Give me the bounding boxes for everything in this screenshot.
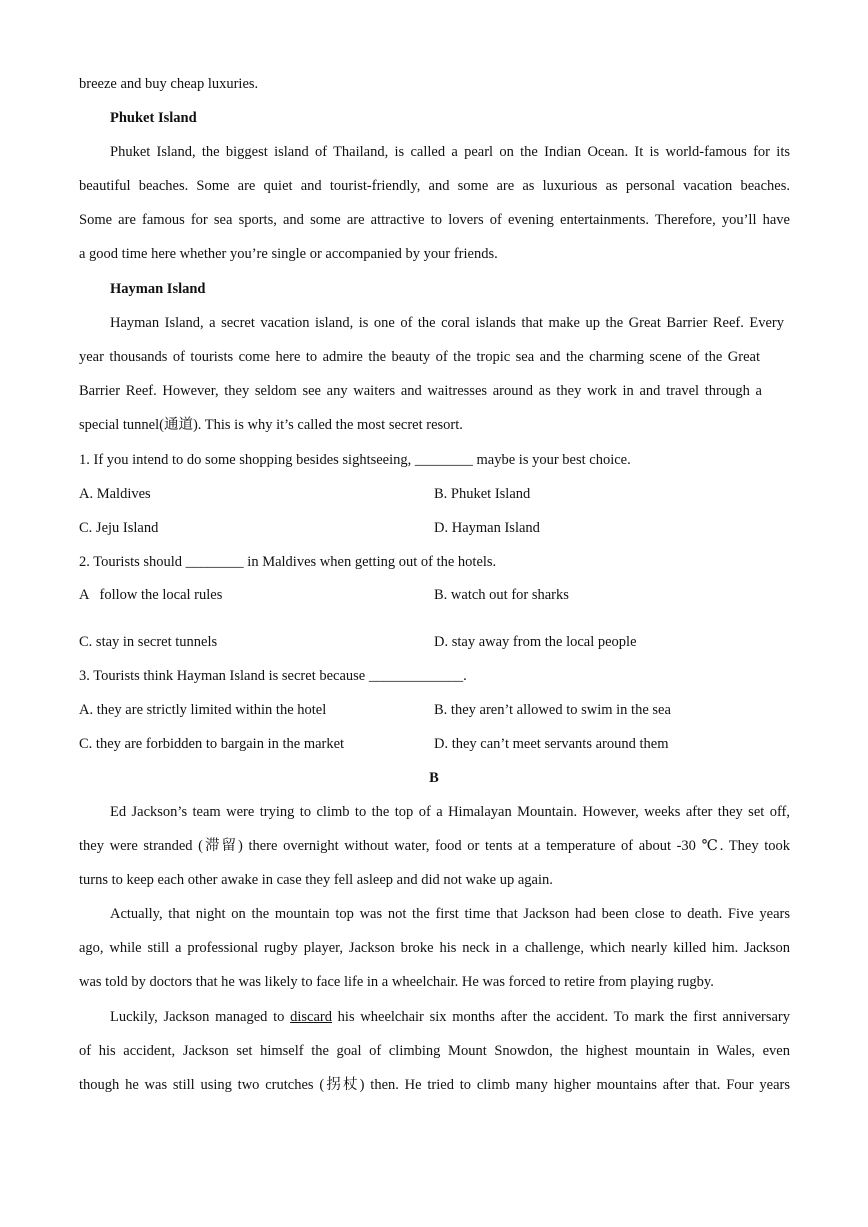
question-2-option-d: D. stay away from the local people [434, 634, 637, 650]
hayman-heading: Hayman Island [110, 281, 206, 297]
p3-text-after: his wheelchair six months after the accident. To mark the first anniversary [331, 1009, 790, 1025]
phuket-line: beautiful beaches. Some are quiet and tourist-friendly, and some are as luxurious as personal vacation beaches. [79, 178, 790, 194]
phuket-line: Some are famous for sea sports, and some are attractive to lovers of evening entertainments. Therefore, you’ll have [79, 212, 790, 228]
question-3-option-b: B. they aren’t allowed to swim in the sea [434, 702, 671, 718]
intro-tail: breeze and buy cheap luxuries. [79, 76, 259, 92]
question-2-option-a: A follow the local rules [79, 587, 223, 603]
question-2-option-b: B. watch out for sharks [434, 587, 569, 603]
hayman-line: special tunnel(通道). This is why it’s called the most secret resort. [79, 417, 463, 433]
passage-b-p1-line: Ed Jackson’s team were trying to climb to the top of a Himalayan Mountain. However, weeks after they set off, [110, 804, 790, 820]
passage-b-p3-line: of his accident, Jackson set himself the goal of climbing Mount Snowdon, the highest mountain in Wales, even [79, 1043, 790, 1059]
question-3-option-d: D. they can’t meet servants around them [434, 736, 669, 752]
passage-b-p2-line: was told by doctors that he was likely to face life in a wheelchair. He was forced to retire from playing rugby. [79, 974, 714, 990]
passage-b-p2-line: ago, while still a professional rugby player, Jackson broke his neck in a challenge, which nearly killed him. Jackson [79, 940, 790, 956]
passage-b-p1-line: turns to keep each other awake in case they fell asleep and did not wake up again. [79, 872, 553, 888]
discard-underlined-word: discard [290, 1009, 332, 1025]
question-1-stem: 1. If you intend to do some shopping besides sightseeing, ________ maybe is your best choice. [79, 452, 631, 468]
question-3-option-a: A. they are strictly limited within the hotel [79, 702, 327, 718]
phuket-line: a good time here whether you’re single or accompanied by your friends. [79, 246, 498, 262]
hayman-line: year thousands of tourists come here to admire the beauty of the tropic sea and the charming scene of the Great [79, 349, 760, 365]
question-2-stem: 2. Tourists should ________ in Maldives when getting out of the hotels. [79, 554, 497, 570]
question-3-stem: 3. Tourists think Hayman Island is secret because _____________. [79, 668, 467, 684]
question-3-option-c: C. they are forbidden to bargain in the market [79, 736, 345, 752]
passage-b-p3-line: though he was still using two crutches (拐杖) then. He tried to climb many higher mountains after that. Four years [79, 1077, 790, 1093]
passage-b-p3-line [110, 1007, 790, 1027]
question-1-option-c: C. Jeju Island [79, 520, 159, 536]
passage-b-p2-line: Actually, that night on the mountain top was not the first time that Jackson had been close to death. Five years [110, 906, 790, 922]
question-2-option-c: C. stay in secret tunnels [79, 634, 218, 650]
p3-text-before: Luckily, Jackson managed to [110, 1009, 291, 1025]
question-1-option-d: D. Hayman Island [434, 520, 540, 536]
question-1-option-b: B. Phuket Island [434, 486, 531, 502]
hayman-line: Barrier Reef. However, they seldom see any waiters and waitresses around as they work in and travel through a [79, 383, 762, 399]
passage-b-p1-line: they were stranded (滞留) there overnight without water, food or tents at a temperature of about -30 ℃. They took [79, 838, 790, 854]
phuket-heading: Phuket Island [110, 110, 197, 126]
phuket-line: Phuket Island, the biggest island of Thailand, is called a pearl on the Indian Ocean. It is world-famous for its [110, 144, 790, 160]
hayman-line: Hayman Island, a secret vacation island, is one of the coral islands that make up the Great Barrier Reef. Every [110, 315, 784, 331]
passage-b-heading: B [429, 770, 439, 786]
question-1-option-a: A. Maldives [79, 486, 151, 502]
